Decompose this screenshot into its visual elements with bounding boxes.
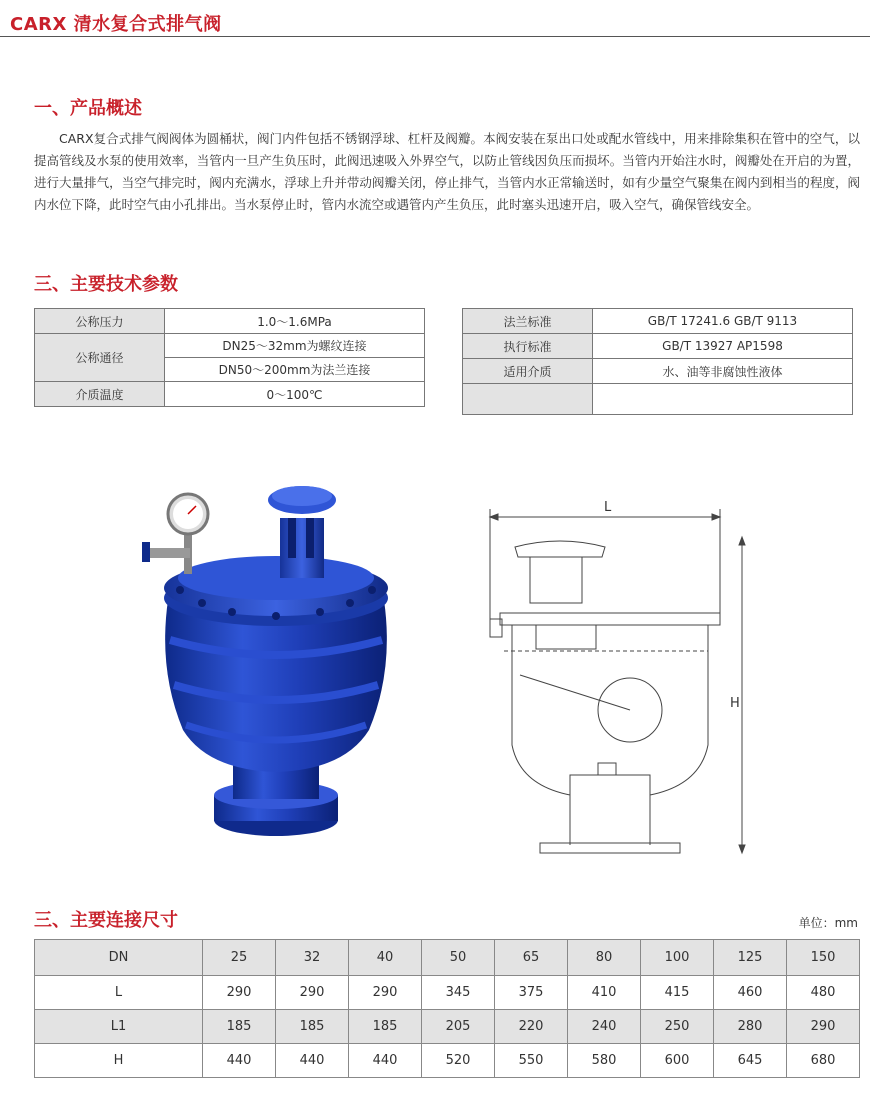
spec-label: 公称通径 bbox=[35, 334, 165, 382]
spec-table-right bbox=[462, 308, 853, 415]
dimensions-heading: 三、主要连接尺寸 bbox=[34, 910, 178, 931]
spec-row-empty bbox=[463, 384, 853, 415]
table-cell: 220 bbox=[495, 1010, 568, 1044]
spec-value: 水、油等非腐蚀性液体 bbox=[593, 359, 853, 384]
overview-heading: 一、产品概述 bbox=[34, 98, 142, 119]
page-title: CARX 清水复合式排气阀 bbox=[10, 14, 222, 35]
row-label: L bbox=[35, 976, 203, 1010]
spec-value: DN25～32mm为螺纹连接 bbox=[165, 334, 425, 358]
spec-value: GB/T 17241.6 GB/T 9113 bbox=[593, 309, 853, 334]
overview-text: CARX复合式排气阀阀体为圆桶状，阀门内件包括不锈钢浮球、杠杆及阀瓣。本阀安装在泵出口处或配水管线中，用来排除集积在管中的空气，以提高管线及水泵的使用效率，当管内一旦产生负压时，此阀迅速吸入外界空气，以防止管线因负压而损坏。当管内开始注水时，阀瓣处在开启的为置，进行大量排气，当空气排完时，阀内充满水，浮球上升并带动阀瓣关闭，停止排气，当管内水正常输送时，如有少量空气聚集在阀内到相当的程度，阀内水位下降，此时空气由小孔排出。当水泵停止时，管内水流空或遇管内产生负压，此时塞头迅速开启，吸入空气，确保管线安全。 bbox=[34, 131, 860, 212]
spec-row-standard bbox=[463, 334, 853, 359]
table-cell: 290 bbox=[787, 1010, 860, 1044]
table-cell: 520 bbox=[422, 1044, 495, 1078]
table-cell: 550 bbox=[495, 1044, 568, 1078]
table-cell: 240 bbox=[568, 1010, 641, 1044]
table-row bbox=[35, 1044, 860, 1078]
table-cell: 600 bbox=[641, 1044, 714, 1078]
spec-label-empty bbox=[463, 384, 593, 415]
table-cell: 375 bbox=[495, 976, 568, 1010]
table-cell: 185 bbox=[203, 1010, 276, 1044]
row-label: DN bbox=[35, 940, 203, 976]
table-cell: 290 bbox=[276, 976, 349, 1010]
table-cell: 185 bbox=[276, 1010, 349, 1044]
spec-value: 1.0～1.6MPa bbox=[165, 309, 425, 334]
table-cell: 480 bbox=[787, 976, 860, 1010]
spec-label: 介质温度 bbox=[35, 382, 165, 407]
spec-table-left bbox=[34, 308, 425, 407]
spec-row-diameter bbox=[35, 334, 425, 358]
table-cell: 645 bbox=[714, 1044, 787, 1078]
specs-heading: 三、主要技术参数 bbox=[34, 274, 178, 295]
spec-row-medium bbox=[463, 359, 853, 384]
table-cell: 345 bbox=[422, 976, 495, 1010]
title-divider bbox=[0, 36, 870, 37]
table-cell: 50 bbox=[422, 940, 495, 976]
spec-value: GB/T 13927 AP1598 bbox=[593, 334, 853, 359]
row-label: L1 bbox=[35, 1010, 203, 1044]
table-cell: 280 bbox=[714, 1010, 787, 1044]
spec-label: 公称压力 bbox=[35, 309, 165, 334]
table-cell: 410 bbox=[568, 976, 641, 1010]
table-cell: 460 bbox=[714, 976, 787, 1010]
table-row bbox=[35, 1010, 860, 1044]
spec-label: 执行标准 bbox=[463, 334, 593, 359]
table-cell: 32 bbox=[276, 940, 349, 976]
table-cell: 80 bbox=[568, 940, 641, 976]
spec-value-empty bbox=[593, 384, 853, 415]
table-cell: 65 bbox=[495, 940, 568, 976]
spec-label: 适用介质 bbox=[463, 359, 593, 384]
spec-row-flange bbox=[463, 309, 853, 334]
spec-value: DN50～200mm为法兰连接 bbox=[165, 358, 425, 382]
table-cell: 100 bbox=[641, 940, 714, 976]
table-cell: 440 bbox=[349, 1044, 422, 1078]
table-cell: 150 bbox=[787, 940, 860, 976]
dimension-label-L: L bbox=[604, 500, 612, 515]
spec-row-temperature bbox=[35, 382, 425, 407]
table-cell: 125 bbox=[714, 940, 787, 976]
table-cell: 290 bbox=[349, 976, 422, 1010]
dimensions-table bbox=[34, 939, 860, 1078]
valve-technical-drawing bbox=[480, 495, 770, 870]
table-cell: 205 bbox=[422, 1010, 495, 1044]
spec-value: 0～100℃ bbox=[165, 382, 425, 407]
unit-label: 单位：mm bbox=[798, 916, 858, 930]
table-cell: 415 bbox=[641, 976, 714, 1010]
table-cell: 440 bbox=[276, 1044, 349, 1078]
dimension-label-H: H bbox=[730, 696, 740, 711]
table-cell: 250 bbox=[641, 1010, 714, 1044]
table-cell: 290 bbox=[203, 976, 276, 1010]
table-cell: 185 bbox=[349, 1010, 422, 1044]
valve-product-image bbox=[128, 470, 408, 860]
table-row bbox=[35, 940, 860, 976]
spec-label: 法兰标准 bbox=[463, 309, 593, 334]
row-label: H bbox=[35, 1044, 203, 1078]
table-cell: 580 bbox=[568, 1044, 641, 1078]
spec-row-pressure bbox=[35, 309, 425, 334]
table-cell: 680 bbox=[787, 1044, 860, 1078]
table-row bbox=[35, 976, 860, 1010]
table-cell: 40 bbox=[349, 940, 422, 976]
table-cell: 25 bbox=[203, 940, 276, 976]
table-cell: 440 bbox=[203, 1044, 276, 1078]
